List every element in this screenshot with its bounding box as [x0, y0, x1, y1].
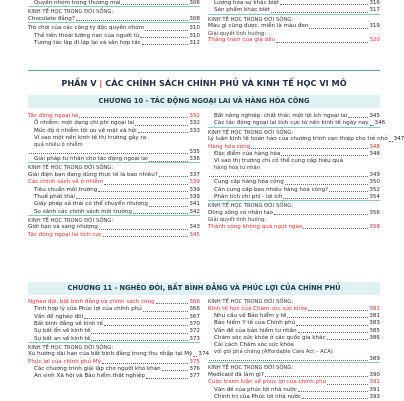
dot-leader: [145, 30, 188, 31]
toc-page-number: 367: [189, 313, 200, 320]
section-rule: [28, 215, 200, 216]
toc-entry-title: Cuộc tranh luận về phúc lợi của chính phủ: [208, 379, 327, 386]
section-label: KINH TẾ HỌC TRONG ĐỜI SỐNG:: [28, 9, 114, 16]
section-rule: [28, 6, 200, 7]
toc-page-number: 308: [189, 15, 200, 22]
section-rule: [28, 162, 200, 163]
toc-entry-title: Mức độ ô nhiễm tối ưu về mặt xã hội: [34, 127, 137, 134]
toc-entry-title: So sánh các chính sách môi trường: [34, 208, 132, 215]
toc-entry[interactable]: [28, 306, 200, 313]
dot-leader: [162, 370, 189, 371]
dot-leader: [209, 360, 368, 361]
dot-leader: [274, 214, 368, 215]
toc-entry[interactable]: [28, 232, 200, 239]
toc-entry[interactable]: [28, 328, 200, 335]
toc-page-number: 374: [198, 351, 210, 358]
toc-entry[interactable]: [208, 136, 404, 143]
toc-entry-title: Giải pháp tư nhân cho tác động ngoại lai: [34, 156, 148, 163]
section-label: KINH TẾ HỌC TRONG ĐỜI SỐNG:: [208, 365, 294, 372]
dot-leader: [251, 148, 368, 149]
toc-entry[interactable]: [28, 40, 200, 47]
toc-page-number: 391: [369, 379, 380, 386]
toc-entry[interactable]: [208, 172, 380, 179]
toc-entry-title: Ví sao một nền kinh tế thị trường gây ra: [34, 134, 147, 141]
toc-page-number: 341: [189, 201, 200, 208]
dot-leader: [156, 303, 189, 304]
toc-entry[interactable]: [208, 313, 380, 320]
dot-leader: [159, 176, 189, 177]
section-rule: [28, 22, 200, 23]
toc-page-number: 319: [369, 23, 380, 30]
toc-entry[interactable]: [28, 187, 200, 194]
dot-leader: [84, 318, 188, 319]
toc-page-number: 373: [189, 335, 200, 342]
dot-leader: [98, 191, 188, 192]
dot-leader: [142, 44, 189, 45]
dot-leader: [149, 161, 188, 162]
dot-leader: [103, 236, 188, 237]
toc-page-number: 316: [369, 0, 380, 6]
dot-leader: [348, 117, 368, 118]
toc-page-number: 372: [189, 328, 200, 335]
toc-entry-title: Phân tích chi phí - lợi ích: [214, 193, 283, 200]
toc-entry[interactable]: [208, 113, 380, 120]
toc-entry-title: Giới hạn và sang nhượng: [28, 224, 98, 231]
toc-entry[interactable]: [208, 0, 380, 7]
dot-leader: [133, 213, 188, 214]
toc-page-number: 335: [189, 148, 200, 155]
toc-entry[interactable]: [28, 224, 200, 231]
toc-entry[interactable]: [208, 179, 380, 186]
dot-leader: [296, 325, 368, 326]
toc-entry-title: Chính trị của Phúc lợi nhà nước: [214, 393, 302, 400]
dot-leader: [143, 311, 189, 312]
toc-entry[interactable]: [28, 135, 200, 142]
toc-page-number: 350: [369, 179, 380, 186]
toc-page-number: 370: [189, 320, 200, 327]
toc-entry[interactable]: [28, 149, 200, 156]
toc-entry-title: Dòng sông có nhân tạo: [208, 209, 273, 216]
toc-page-number: 306: [189, 0, 200, 6]
part-divider-top: [28, 70, 380, 71]
toc-entry-title: Bảo hiểm Y tế của Chính phủ: [214, 320, 296, 327]
toc-page-number: 339: [189, 193, 200, 200]
toc-entry-title: Tương tác lặp đi lặp lại và sấn hợp tác: [34, 39, 141, 46]
dot-leader: [149, 206, 188, 207]
toc-entry-title: Kinh tế học của Chăm sóc sức khỏe: [208, 305, 308, 312]
chapter-10-heading: CHƯƠNG 10 - TÁC ĐỘNG NGOẠI LAI VÀ HÀNG HÓA CÔNG: [28, 95, 380, 108]
toc-entry[interactable]: [208, 306, 380, 313]
toc-entry-title: Giấy phép xả thải có thể chuyển nhượng: [34, 201, 148, 208]
section-label: KINH TẾ HỌC TRONG ĐỜI SỐNG:: [208, 16, 294, 23]
toc-entry-title: Thuế phát thải: [34, 193, 75, 200]
dot-leader: [138, 132, 189, 133]
dot-leader: [283, 198, 368, 199]
toc-page-number: 393: [369, 393, 380, 400]
toc-entry-title: Phúc lợi của chính phủ Mỹ: [28, 358, 102, 365]
toc-entry-title: Vấn đề của bảo hiểm tư nhân: [214, 327, 297, 334]
toc-entry-title: Trò chơi của các công ty độc quyền nhóm: [28, 25, 145, 32]
toc-page-number: 376: [189, 366, 200, 372]
toc-page-number: 342: [189, 208, 200, 215]
toc-entry-title: Cải cách Chăm sóc sức khỏe: [214, 342, 294, 349]
toc-entry-title: Sản phẩm khác biệt: [214, 7, 270, 14]
toc-page-number: 310: [189, 32, 200, 39]
toc-entry-title: Sự bất an về kinh tế: [34, 335, 91, 342]
toc-page-number: 377: [189, 373, 200, 380]
toc-entry-title: Bất bình đẳng về kinh tế: [34, 320, 103, 327]
section-rule: [208, 14, 380, 15]
dot-leader: [308, 310, 368, 311]
toc-entry[interactable]: [28, 172, 200, 179]
toc-entry-title: Giải điện bạn đang dùng thực tế là bao nhiêu?: [28, 172, 158, 178]
toc-entry[interactable]: [208, 328, 380, 335]
toc-entry[interactable]: [208, 379, 380, 386]
toc-entry[interactable]: [208, 224, 380, 231]
dot-leader: [121, 4, 188, 5]
dot-leader: [370, 125, 374, 126]
part-label: PHẦN V: [61, 78, 97, 88]
dot-leader: [281, 155, 368, 156]
dot-leader: [193, 356, 197, 357]
toc-entry-title: Nhu cầu về Bảo hiểm y tế: [214, 312, 287, 319]
toc-page-number: 332: [189, 113, 200, 119]
toc-entry-title: Vấn đề nghèo đói: [34, 313, 84, 320]
toc-entry-title: Chăm sóc sức khỏe ở các quốc gia khác: [214, 334, 326, 341]
toc-page-number: 356: [369, 209, 380, 216]
toc-entry-title: Ô nhiễm: một dạng chi phí ngoại lai: [34, 120, 135, 127]
dot-leader: [327, 384, 368, 385]
dot-leader: [146, 378, 188, 379]
toc-entry-title: Sự bất ổn về kinh tế: [34, 328, 91, 335]
toc-page-number: 349: [369, 172, 380, 178]
toc-entry[interactable]: [208, 320, 380, 327]
toc-entry[interactable]: [28, 321, 200, 328]
toc-entry[interactable]: [28, 201, 200, 208]
section-label: KINH TẾ HỌC TRONG ĐỜI SỐNG:: [208, 203, 294, 210]
dot-leader: [135, 125, 188, 126]
dot-leader: [265, 376, 369, 377]
dot-leader: [285, 184, 369, 185]
toc-entry-title: Màu gì cũng được, miễn là màu đen: [208, 23, 309, 30]
chapter-11-heading: CHƯƠNG 11 - NGHÈO ĐÓI, BẤT BÌNH ĐẲNG VÀ PHÚC LỢI CỦA CHÍNH PHỦ: [28, 282, 380, 295]
toc-entry-title: Đặc điểm của hàng hóa: [214, 150, 281, 157]
toc-page-number: 333: [189, 127, 200, 134]
toc-entry-title: Medicaid đã làm gì?: [208, 371, 264, 378]
dot-leader: [298, 332, 369, 333]
toc-entry[interactable]: [28, 120, 200, 127]
toc-page-number: 337: [189, 172, 200, 178]
toc-page-number: 381: [369, 312, 380, 319]
toc-page-number: 345: [369, 113, 380, 119]
section-rule: [208, 127, 380, 128]
toc-entry-title: Quyền nhóm trong thương mại: [34, 0, 121, 6]
toc-entry-title: Thắng trăm của giá dầu: [208, 37, 276, 44]
toc-page-number: 348: [369, 150, 380, 157]
dot-leader: [389, 141, 393, 142]
toc-entry[interactable]: [208, 187, 380, 194]
toc-entry[interactable]: [28, 359, 200, 366]
toc-entry[interactable]: [28, 314, 200, 321]
toc-page-number: 310: [189, 25, 200, 32]
dot-leader: [303, 228, 368, 229]
toc-entry-title: Nghèo đói, bất bình đẳng và chính sách công: [28, 299, 155, 305]
dot-leader: [309, 28, 368, 29]
dot-leader: [302, 398, 368, 399]
toc-entry-title: Xu hướng dài hạn của bất bình đẳng trong thu nhập tại Mỹ: [28, 351, 193, 358]
toc-entry-title: Thế tiến thoái lưỡng nan của người tù: [34, 32, 140, 39]
toc-entry-title: Vì sao thị trường chỉ có thể cung cấp hiệu quả: [214, 158, 344, 165]
toc-entry-title: Các tác động ngoại lai tích cực từ nền kinh tế ngày nay: [214, 120, 369, 127]
toc-page-number: 358: [369, 223, 380, 230]
toc-entry-title: Lượng hóa sự khác biệt: [214, 0, 280, 6]
toc-entry[interactable]: [208, 335, 380, 342]
toc-entry[interactable]: [28, 299, 200, 306]
part-separator: |: [99, 78, 103, 88]
toc-page-number: 345: [189, 231, 200, 238]
toc-page-number: 346: [374, 120, 386, 127]
section-rule: [208, 200, 380, 201]
toc-entry-continuation: hàng hóa tư nhân: [214, 165, 260, 172]
dot-leader: [271, 12, 368, 13]
dot-leader: [329, 191, 368, 192]
toc-entry-title: Lý luận kinh tế hoàn hảo của chương trình can thiệp cho trẻ nhỏ: [208, 136, 388, 143]
toc-page-number: 354: [369, 193, 380, 200]
toc-page-number: 339: [189, 179, 200, 186]
toc-entry[interactable]: [28, 25, 200, 32]
dot-leader: [76, 198, 188, 199]
dot-leader: [79, 117, 188, 118]
toc-entry-title: Vấn đề của phúc lợi nhà nước: [214, 386, 297, 393]
toc-entry-title: Chocolate đắng?: [28, 15, 75, 22]
dot-leader: [327, 339, 369, 340]
toc-entry[interactable]: [208, 387, 380, 394]
toc-entry[interactable]: [28, 351, 210, 358]
toc-page-number: 391: [369, 386, 380, 393]
toc-page-number: 348: [369, 143, 380, 150]
dot-leader: [102, 363, 188, 364]
dot-leader: [209, 176, 368, 177]
toc-entry-title: Hàng hóa công: [208, 143, 251, 150]
toc-page-number: 347: [393, 136, 404, 143]
toc-page-number: 381: [369, 305, 380, 312]
toc-page-number: 336: [189, 156, 200, 163]
toc-entry-title: Thành công không quá ngọt ngào: [208, 223, 303, 230]
section-label: KINH TẾ HỌC TRONG ĐỜI SỐNG:: [208, 129, 294, 136]
toc-entry-title: Các chương trình giải lập cho người khó khăn: [34, 366, 161, 372]
toc-entry[interactable]: [208, 394, 380, 401]
dot-leader: [298, 391, 368, 392]
toc-page-number: 320: [369, 37, 380, 44]
part-title-text: CÁC CHÍNH SÁCH CHÍNH PHỦ VÀ KINH TẾ HỌC VI MÔ: [105, 78, 347, 88]
section-label: KINH TẾ HỌC TRONG ĐỜI SỐNG:: [28, 344, 114, 351]
toc-entry[interactable]: [28, 33, 200, 40]
toc-entry[interactable]: [28, 113, 200, 120]
toc-page-number: 366: [189, 306, 200, 313]
toc-entry[interactable]: [208, 144, 380, 151]
toc-entry[interactable]: [208, 151, 380, 158]
toc-page-number: 343: [189, 224, 200, 231]
dot-leader: [104, 325, 188, 326]
dot-leader: [276, 42, 368, 43]
dot-leader: [29, 153, 188, 154]
toc-entry-title: Tác động ngoại lai tích cực: [28, 231, 103, 238]
toc-entry[interactable]: [208, 37, 380, 44]
toc-entry[interactable]: [208, 210, 380, 217]
section-label: KINH TẾ HỌC TRONG ĐỜI SỐNG:: [208, 299, 294, 305]
toc-entry-continuation: với gói phả chăng (Affordable Care Act – ACA): [214, 349, 333, 356]
toc-entry-title: Bất nông nghiệp: chất thải: một lợi ích ngoại lai: [214, 113, 348, 119]
toc-page-number: 366: [189, 299, 200, 305]
toc-entry-title: Cần cung cấp bao nhiêu hàng hóa công?: [214, 186, 329, 193]
dot-leader: [91, 333, 188, 334]
dot-leader: [91, 340, 188, 341]
toc-page-number: 386: [369, 334, 380, 341]
toc-page-number: 383: [369, 320, 380, 327]
toc-page-number: 352: [369, 186, 380, 193]
section-label: Giải quyết tình huống:: [208, 30, 267, 37]
toc-entry[interactable]: [28, 373, 200, 380]
section-label: KINH TẾ HỌC TRONG ĐỜI SỐNG:: [28, 217, 114, 224]
toc-page-number: 375: [189, 358, 200, 365]
toc-page-number: 339: [189, 186, 200, 193]
toc-entry-title: Tác động ngoại lai: [28, 113, 79, 119]
toc-entry[interactable]: [28, 128, 200, 135]
toc-entry[interactable]: [28, 366, 200, 373]
toc-page-number: 385: [369, 327, 380, 334]
section-label: Giải quyết tình huống:: [208, 217, 267, 224]
dot-leader: [280, 4, 368, 5]
dot-leader: [76, 20, 189, 21]
toc-entry[interactable]: [208, 372, 380, 379]
toc-entry[interactable]: [28, 179, 200, 186]
section-rule: [208, 362, 380, 363]
toc-page-number: 390: [369, 371, 380, 378]
dot-leader: [287, 317, 368, 318]
section-label: KINH TẾ HỌC TRONG ĐỜI SỐNG:: [28, 165, 114, 172]
toc-entry-title: Cung cấp hàng hóa công: [214, 179, 284, 186]
dot-leader: [104, 184, 188, 185]
part-heading: [28, 78, 380, 89]
toc-entry[interactable]: [208, 23, 380, 30]
dot-leader: [99, 229, 188, 230]
toc-page-number: 312: [189, 39, 200, 46]
dot-leader: [140, 37, 188, 38]
toc-entry-title: An sinh Xã hội và Bảo hiểm thất nghiệp: [34, 373, 145, 380]
toc-page-number: 317: [369, 7, 380, 14]
toc-page-number: 332: [189, 120, 200, 127]
toc-entry-title: Tình hợp lý của Phúc lợi của chính phủ: [34, 306, 142, 313]
toc-page-number: 389: [369, 356, 380, 362]
toc-entry-title: Tiêu chuẩn môi trường: [34, 186, 98, 193]
toc-entry-title: Các chính sách về ô nhiễm: [28, 179, 104, 186]
toc-entry[interactable]: [28, 194, 200, 201]
toc-entry-continuation: quá nhiều ô nhiễm: [34, 142, 83, 149]
section-rule: [28, 342, 200, 343]
